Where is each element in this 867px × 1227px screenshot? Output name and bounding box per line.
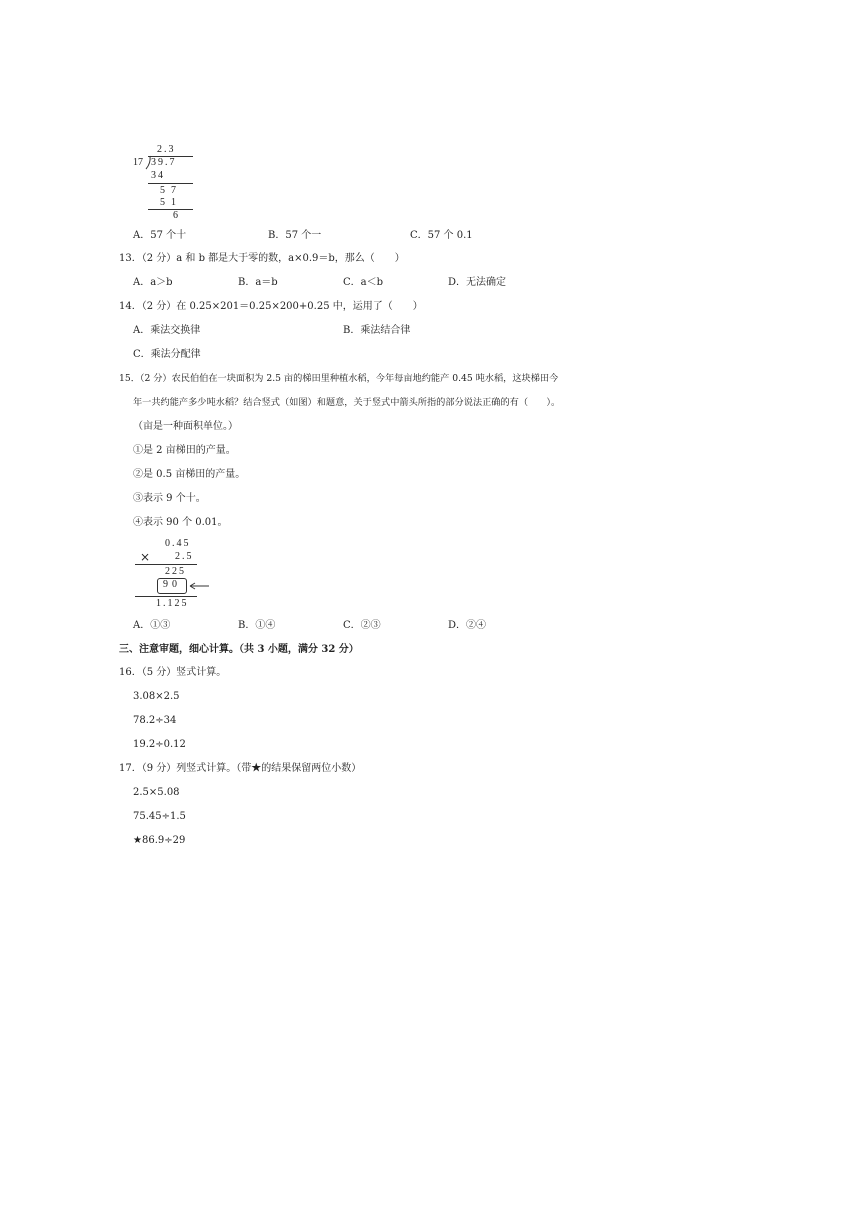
mult-sign: × xyxy=(140,550,151,564)
q16-expression-1: 3.08×2.5 xyxy=(133,691,180,702)
q17-stem: 17．（9 分）列竖式计算。（带★的结果保留两位小数） xyxy=(119,763,362,774)
q12-option-a: A．57 个十 xyxy=(133,230,187,241)
mult-partial-2: 90 xyxy=(163,579,181,590)
q13-option-d: D．无法确定 xyxy=(448,277,507,288)
division-dividend: 39.7 xyxy=(151,157,177,168)
q17-expression-1: 2.5×5.08 xyxy=(133,787,180,798)
division-step2: 57 xyxy=(160,185,182,196)
mult-result: 1.125 xyxy=(156,598,189,609)
q12-option-c: C．57 个 0.1 xyxy=(410,230,473,241)
q16-stem: 16．（5 分）竖式计算。 xyxy=(119,667,227,678)
division-quotient: 2.3 xyxy=(157,144,176,155)
mult-bottom: 2.5 xyxy=(175,551,194,562)
q15-stem-line1: 15．（2 分）农民伯伯在一块面积为 2.5 亩的梯田里种植水稻，今年每亩地约能产 0.45 吨水稻，这块梯田今 xyxy=(119,373,559,384)
q17-expression-2: 75.45÷1.5 xyxy=(133,811,186,822)
q16-expression-2: 78.2÷34 xyxy=(133,715,177,726)
q15-option-c: C．②③ xyxy=(343,620,381,631)
arrow-left-icon xyxy=(188,582,210,590)
mult-top: 0.45 xyxy=(165,538,191,549)
q13-option-a: A．a＞b xyxy=(133,277,173,288)
q13-stem: 13．（2 分）a 和 b 都是大于零的数，a×0.9＝b，那么（ ） xyxy=(119,253,405,264)
q13-option-c: C．a＜b xyxy=(343,277,384,288)
q16-expression-3: 19.2÷0.12 xyxy=(133,739,186,750)
division-line-1 xyxy=(148,183,193,184)
division-divisor: 17 xyxy=(133,157,143,168)
q14-option-a: A．乘法交换律 xyxy=(133,325,201,336)
q15-statement-2: ②是 0.5 亩梯田的产量。 xyxy=(133,469,246,480)
section-3-title: 三、注意审题，细心计算。（共 3 小题，满分 32 分） xyxy=(119,644,359,655)
q14-option-b: B．乘法结合律 xyxy=(343,325,411,336)
mult-line-2 xyxy=(135,596,197,597)
division-remainder: 6 xyxy=(173,210,180,221)
q14-option-c: C．乘法分配律 xyxy=(133,349,201,360)
q15-option-a: A．①③ xyxy=(133,620,171,631)
q13-option-b: B．a＝b xyxy=(238,277,278,288)
q15-statement-4: ④表示 90 个 0.01。 xyxy=(133,517,228,528)
division-step3: 51 xyxy=(160,197,182,208)
q12-option-b: B．57 个一 xyxy=(268,230,322,241)
q14-stem: 14．（2 分）在 0.25×201＝0.25×200+0.25 中，运用了（ ） xyxy=(119,301,423,312)
division-step1: 34 xyxy=(151,170,165,181)
q15-statement-1: ①是 2 亩梯田的产量。 xyxy=(133,445,236,456)
mult-line-1 xyxy=(135,564,197,565)
q15-option-d: D．②④ xyxy=(448,620,487,631)
q15-statement-3: ③表示 9 个十。 xyxy=(133,493,206,504)
q17-expression-3: ★86.9÷29 xyxy=(133,835,186,846)
q15-stem-line2: 年一共约能产多少吨水稻？结合竖式（如图）和题意，关于竖式中箭头所指的部分说法正确的有（ ）。 xyxy=(133,397,561,408)
division-line-2 xyxy=(148,209,193,210)
q15-note: （亩是一种面积单位。） xyxy=(133,421,238,432)
mult-partial-1: 225 xyxy=(165,566,186,577)
q15-option-b: B．①④ xyxy=(238,620,276,631)
